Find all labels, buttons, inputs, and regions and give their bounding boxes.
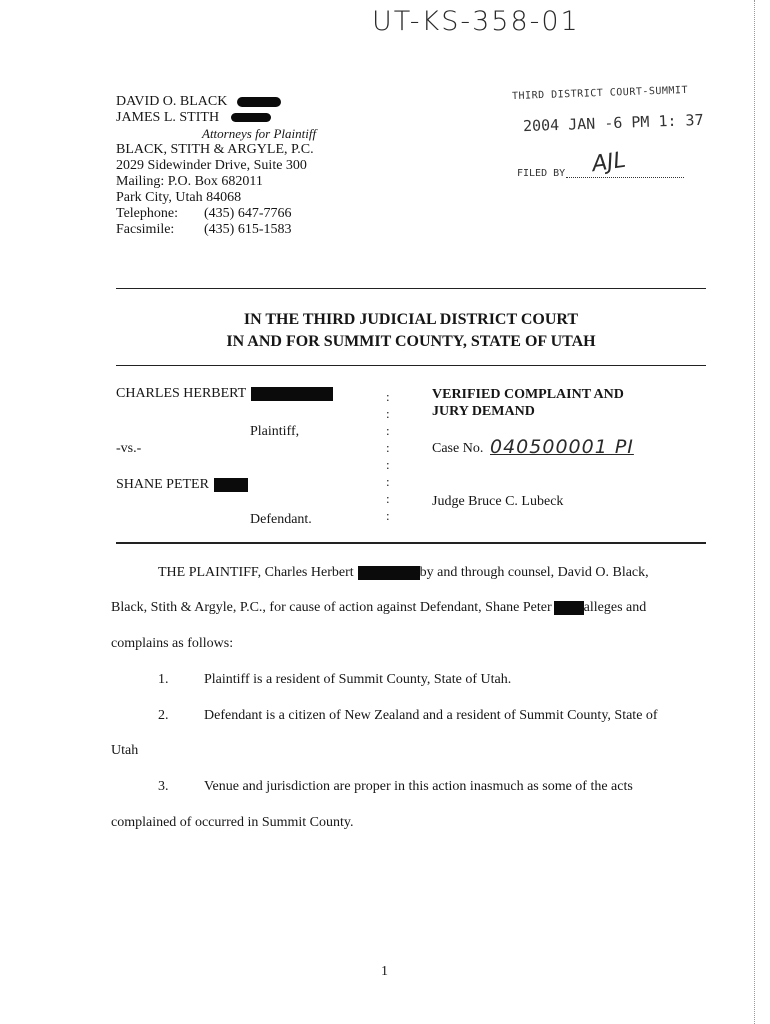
caption-colon: : xyxy=(386,389,390,404)
plaintiff-name: CHARLES HERBERT xyxy=(116,386,333,402)
attorney-role: Attorneys for Plaintiff xyxy=(202,126,317,141)
allegation-2-text: Defendant is a citizen of New Zealand and a resident of Summit County, State of xyxy=(204,708,658,723)
allegation-2-continuation: Utah xyxy=(111,743,139,758)
caption-bottom-rule xyxy=(116,542,706,544)
allegation-3-text: Venue and jurisdiction are proper in this action inasmuch as some of the acts xyxy=(204,779,633,794)
firm-mailing: Mailing: P.O. Box 682011 xyxy=(116,174,263,189)
attorney-name-1: DAVID O. BLACK xyxy=(116,94,316,110)
firm-facsimile: Facsimile: (435) 615-1583 xyxy=(116,222,292,237)
allegation-1-number: 1. xyxy=(158,672,169,687)
filing-clerk-initials: AJL xyxy=(590,147,628,178)
intro-paragraph-line-3: complains as follows: xyxy=(111,636,234,651)
filing-stamp-date: 2004 JAN -6 PM 1: 37 xyxy=(522,110,704,136)
versus-label: -vs.- xyxy=(116,441,142,456)
allegation-3-continuation: complained of occurred in Summit County. xyxy=(111,815,354,830)
case-number-handwritten: 040500001 PI xyxy=(490,436,634,458)
court-heading-line-2: IN AND FOR SUMMIT COUNTY, STATE OF UTAH xyxy=(226,333,596,350)
attorney-name-2: JAMES L. STITH xyxy=(116,110,316,126)
intro-paragraph-line-2: Black, Stith & Argyle, P.C., for cause of action against Defendant, Shane Peter alleges and xyxy=(111,600,647,615)
caption-colon: : xyxy=(386,423,390,438)
allegation-2-number: 2. xyxy=(158,708,169,723)
filing-stamp-filed: FILED BY xyxy=(517,168,566,179)
judge-name: Judge Bruce C. Lubeck xyxy=(432,494,564,509)
redaction-mark xyxy=(214,478,248,492)
plaintiff-label: Plaintiff, xyxy=(250,424,300,439)
caption-colon: : xyxy=(386,508,390,523)
redaction-mark xyxy=(554,601,584,615)
firm-city: Park City, Utah 84068 xyxy=(116,190,242,205)
defendant-label: Defendant. xyxy=(250,512,312,527)
scan-edge xyxy=(754,0,755,1024)
case-number-label: Case No. xyxy=(432,441,484,456)
court-heading xyxy=(116,309,706,353)
pleading-title xyxy=(432,386,624,420)
redaction-mark xyxy=(251,387,333,401)
allegation-3-number: 3. xyxy=(158,779,169,794)
filed-line xyxy=(566,177,684,178)
caption-colon: : xyxy=(386,440,390,455)
caption-colon: : xyxy=(386,491,390,506)
redaction-mark xyxy=(358,566,420,580)
redaction-mark xyxy=(231,113,271,122)
caption-colon: : xyxy=(386,457,390,472)
allegation-1-text: Plaintiff is a resident of Summit County, State of Utah. xyxy=(204,672,512,687)
pleading-title-line-1: VERIFIED COMPLAINT AND xyxy=(432,387,624,402)
attorney-block xyxy=(116,94,316,238)
page-number: 1 xyxy=(381,964,388,979)
law-firm-name: BLACK, STITH & ARGYLE, P.C. xyxy=(116,142,314,157)
caption-top-rule xyxy=(116,365,706,366)
caption-colon: : xyxy=(386,406,390,421)
firm-telephone: Telephone: (435) 647-7766 xyxy=(116,206,292,221)
intro-paragraph-line-1: THE PLAINTIFF, Charles Herbert by and through counsel, David O. Black, xyxy=(158,565,649,580)
caption-colon: : xyxy=(386,474,390,489)
header-rule xyxy=(116,288,706,289)
filing-stamp-court: THIRD DISTRICT COURT-SUMMIT xyxy=(511,84,689,103)
defendant-name: SHANE PETER xyxy=(116,477,248,493)
redaction-mark xyxy=(237,97,281,107)
firm-address: 2029 Sidewinder Drive, Suite 300 xyxy=(116,158,307,173)
handwritten-case-reference: UT-KS-358-01 xyxy=(372,6,580,37)
court-heading-line-1: IN THE THIRD JUDICIAL DISTRICT COURT xyxy=(243,311,579,328)
pleading-title-line-2: JURY DEMAND xyxy=(432,404,535,419)
